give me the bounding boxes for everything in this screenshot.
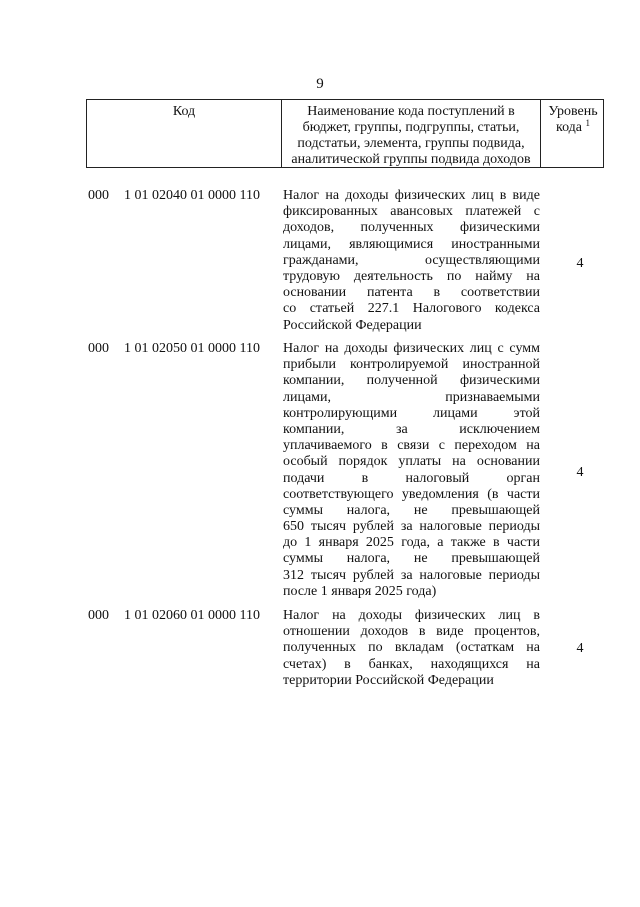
row-name-line: после 1 января 2025 года) <box>283 583 437 599</box>
row-name-line: уплачиваемого в связи с переходом на <box>283 438 540 454</box>
row-name-line: Налог на доходы физических лиц с сумм <box>283 341 540 356</box>
header-name-cell <box>282 100 541 167</box>
row-code-prefix: 000 <box>88 608 109 623</box>
row-name-line: фиксированных авансовых платежей с <box>283 204 540 220</box>
row-name-line: Налог на доходы физических лиц в виде <box>283 188 540 203</box>
row-name-line: контролирующими лицами этой <box>283 405 540 421</box>
header-name-line: бюджет, группы, подгруппы, статьи, <box>302 120 520 135</box>
row-name-line: счетах) в банках, находящихся на <box>283 656 540 672</box>
row-name-line: лицами, признаваемыми <box>283 389 540 405</box>
header-level-line: Уровень <box>548 104 598 119</box>
row-name-line: соответствующего уведомления (в части <box>283 486 540 502</box>
row-code-prefix: 000 <box>88 188 109 203</box>
header-name-line: Наименование кода поступлений в <box>307 104 515 119</box>
row-name-line: доходов, полученных физическими <box>283 220 540 236</box>
row-name <box>283 608 540 689</box>
header-name-line: аналитической группы подвида доходов <box>291 152 531 167</box>
header-level-word: кода <box>555 120 583 135</box>
row-name-line: суммы налога, не превышающей <box>283 551 540 567</box>
row-name-line: Российской Федерации <box>283 317 422 333</box>
header-code-cell <box>87 100 282 167</box>
row-name-line: основании патента в соответствии <box>283 285 540 301</box>
header-level-line <box>541 120 605 136</box>
row-name-line: 650 тысяч рублей за налоговые периоды <box>283 519 540 535</box>
row-name-line: компании, за исключением <box>283 421 540 437</box>
row-name-line: прибыли контролируемой иностранной <box>283 357 540 373</box>
row-name-line: лицами, являющимися иностранными <box>283 236 540 252</box>
row-level: 4 <box>576 465 584 480</box>
row-name-line: особый порядок уплаты на основании <box>283 454 540 470</box>
row-name-line: подачи в налоговый орган <box>283 470 540 486</box>
row-name-line: полученных по вкладам (остаткам на <box>283 640 540 656</box>
header-name-line: подстатьи, элемента, группы подвида, <box>297 136 525 151</box>
row-name <box>283 341 540 600</box>
header-level-cell <box>541 100 605 167</box>
row-level: 4 <box>576 641 584 656</box>
page-number: 9 <box>316 76 324 92</box>
row-code: 1 01 02050 01 0000 110 <box>124 341 260 356</box>
row-name-line: 312 тысяч рублей за налоговые периоды <box>283 567 540 583</box>
table-header <box>86 99 604 168</box>
footnote-marker: 1 <box>585 118 591 128</box>
row-name-line: суммы налога, не превышающей <box>283 502 540 518</box>
row-name <box>283 188 540 334</box>
row-name-line: территории Российской Федерации <box>283 672 494 688</box>
row-name-line: до 1 января 2025 года, а также в части <box>283 535 540 551</box>
row-level: 4 <box>576 256 584 271</box>
row-name-line: гражданами, осуществляющими <box>283 252 540 268</box>
row-code-prefix: 000 <box>88 341 109 356</box>
row-name-line: отношении доходов в виде процентов, <box>283 624 540 640</box>
row-code: 1 01 02040 01 0000 110 <box>124 188 260 203</box>
row-code: 1 01 02060 01 0000 110 <box>124 608 260 623</box>
row-name-line: компании, полученной физическими <box>283 373 540 389</box>
row-name-line: Налог на доходы физических лиц в <box>283 608 540 623</box>
header-code-label: Код <box>172 104 196 119</box>
row-name-line: трудовую деятельность по найму на <box>283 268 540 284</box>
row-name-line: со статьей 227.1 Налогового кодекса <box>283 301 540 317</box>
